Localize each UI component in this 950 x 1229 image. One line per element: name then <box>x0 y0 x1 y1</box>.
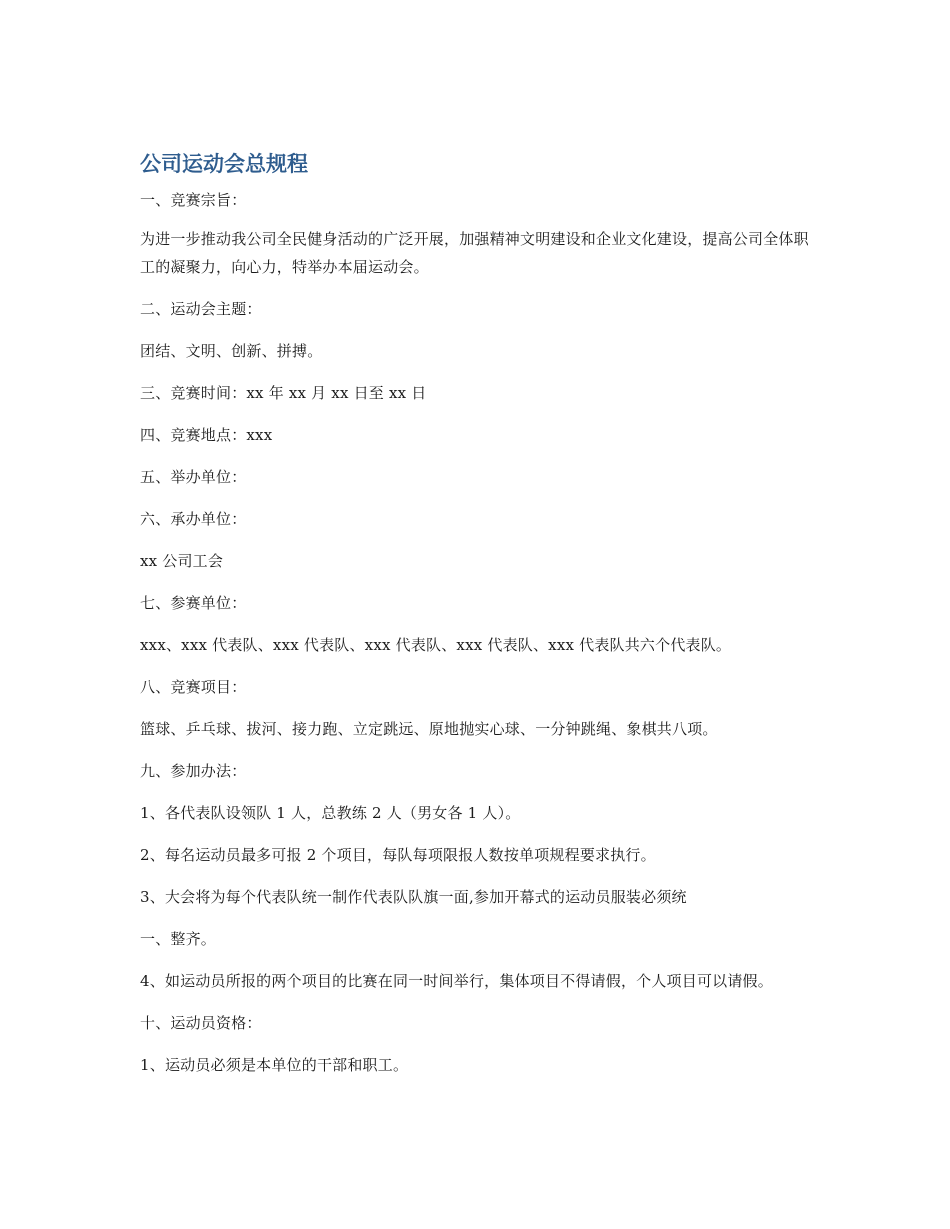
section-heading-theme: 二、运动会主题： <box>140 300 262 318</box>
paragraph-purpose: 为进一步推动我公司全民健身活动的广泛开展，加强精神文明建设和企业文化建设，提高公司全体职工的凝聚力，向心力，特举办本届运动会。 <box>140 230 809 276</box>
document-title: 公司运动会总规程 <box>140 152 308 176</box>
paragraph-participants: xxx、xxx 代表队、xxx 代表队、xxx 代表队、xxx 代表队、xxx 代表队共六个代表队。 <box>140 636 732 654</box>
list-item-continuation: 一、整齐。 <box>140 930 217 948</box>
section-heading-purpose: 一、竞赛宗旨： <box>140 191 247 209</box>
list-item: 4、如运动员所报的两个项目的比赛在同一时间举行，集体项目不得请假，个人项目可以请假。 <box>140 972 773 990</box>
document-body <box>140 148 820 1093</box>
section-heading-events: 八、竞赛项目： <box>140 678 247 696</box>
section-heading-eligibility: 十、运动员资格： <box>140 1014 262 1032</box>
paragraph-organizer: xx 公司工会 <box>140 552 224 570</box>
list-item: 2、每名运动员最多可报 2 个项目，每队每项限报人数按单项规程要求执行。 <box>140 846 656 864</box>
list-item: 1、运动员必须是本单位的干部和职工。 <box>140 1056 409 1074</box>
section-heading-rules: 九、参加办法： <box>140 762 247 780</box>
list-item: 3、大会将为每个代表队统一制作代表队队旗一面,参加开幕式的运动员服装必须统 <box>140 888 687 906</box>
list-item: 1、各代表队设领队 1 人，总教练 2 人（男女各 1 人）。 <box>140 804 521 822</box>
section-location: 四、竞赛地点：xxx <box>140 426 273 444</box>
paragraph-theme: 团结、文明、创新、拼搏。 <box>140 342 323 360</box>
section-heading-participants: 七、参赛单位： <box>140 594 247 612</box>
section-organizer: 六、承办单位： <box>140 510 247 528</box>
section-time: 三、竞赛时间：xx 年 xx 月 xx 日至 xx 日 <box>140 384 427 402</box>
paragraph-events: 篮球、乒乓球、拔河、接力跑、立定跳远、原地抛实心球、一分钟跳绳、象棋共八项。 <box>140 720 718 738</box>
section-host: 五、举办单位： <box>140 468 247 486</box>
